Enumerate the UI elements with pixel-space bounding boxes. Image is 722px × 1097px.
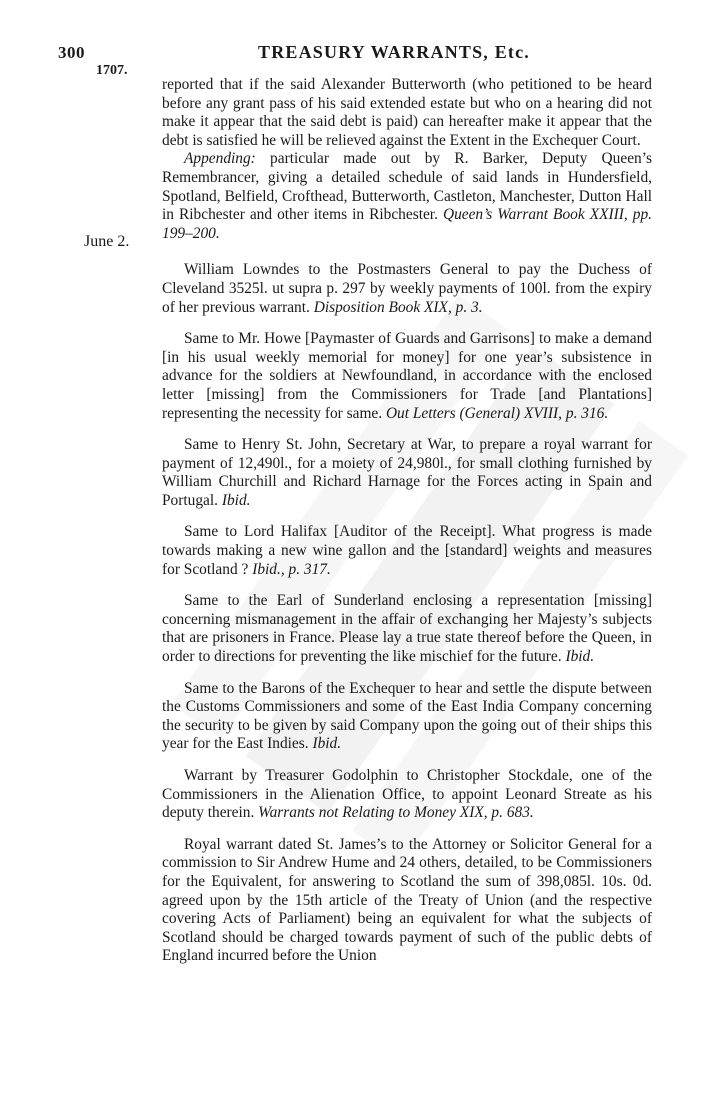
entry-reference: Ibid. bbox=[561, 648, 595, 666]
entry-text: particular made out by R. Barker, Deputy Queen’s Remembrancer, giving a detailed schedule of said lands in Hundersfield, Spotland, Belfield, Crofthead, Butterworth, Castleton, Manchester, Dutton Hall in Ribchester and other items in Ribchester. bbox=[162, 150, 652, 224]
entry-text: Warrant by Treasurer Godolphin to Christopher Stockdale, one of the Commissioners in the Alienation Office, to appoint Leonard Streate as his deputy therein. bbox=[162, 767, 652, 822]
entry-lead: Appending: bbox=[184, 150, 256, 168]
entry-paragraph bbox=[162, 330, 652, 423]
entry-text: Same to the Earl of Sunderland enclosing a representation [missing] concerning mismanagement in the affair of exchanging her Majesty’s subjects that are prisoners in France. Please lay a true state thereof before the Queen, in order to directions for preventing the like mischief for the future. bbox=[162, 592, 652, 666]
entry-text: Same to the Barons of the Exchequer to hear and settle the dispute between the Customs Commissioners and some of the East India Company concerning the security to be given by said Company upon the going out of their ships this year for the East Indies. bbox=[162, 679, 652, 753]
entry-reference: Warrants not Relating to Money XIX, p. 683. bbox=[254, 804, 534, 822]
entry-reference: Ibid., p. 317. bbox=[248, 560, 331, 578]
entry-reference: Disposition Book XIX, p. 3. bbox=[309, 298, 483, 316]
entry-reference: Ibid. bbox=[308, 735, 342, 753]
entry-reference: Queen’s Warrant Book XXIII, pp. 199–200. bbox=[162, 206, 652, 242]
entry-paragraph bbox=[162, 680, 652, 754]
entry-text: Same to Henry St. John, Secretary at War, to prepare a royal warrant for payment of 12,490l., for a moiety of 24,980l., for small clothing furnished by William Churchill and Richard Harnage for the Forces acting in Spain and Portugal. bbox=[162, 436, 652, 509]
entry-paragraph bbox=[162, 76, 652, 150]
entry-text: William Lowndes to the Postmasters General to pay the Duchess of Cleveland 3525l. ut supra p. 297 by weekly payments of 100l. from the expiry of her previous warrant. bbox=[162, 261, 652, 316]
entries-column bbox=[162, 76, 652, 966]
entry-text: reported that if the said Alexander Butterworth (who petitioned to be heard before any grant pass of his said extended estate but who on a hearing did not make it appear that the said debt is paid) can hereafter make it appear that the debt is satisfied he will be relieved against the Extent in the Exchequer Court. bbox=[162, 76, 652, 149]
entry-paragraph bbox=[162, 261, 652, 317]
entry-text: Same to Mr. Howe [Paymaster of Guards and Garrisons] to make a demand [in his usual weekly memorial for money] for one year’s subsistence in advance for the soldiers at Newfoundland, in accordance with the enclosed letter [missing] from the Commissioners for Trade [and Plantations] representing the necessity for same. bbox=[162, 330, 652, 422]
entry-paragraph bbox=[162, 150, 652, 243]
running-title: TREASURY WARRANTS, Etc. bbox=[258, 42, 530, 62]
entry-text: Royal warrant dated St. James’s to the Attorney or Solicitor General for a commission to Sir Andrew Hume and 24 others, detailed, to be Commissioners for the Equivalent, for answering to Scotland the sum of 398,085l. 10s. 0d. agreed upon by the 15th article of the Treaty of Union (and the respective covering Acts of Parliament) being an equivalent for what the subjects of Scotland should be charged towards payment of such of the public debts of England incurred before the Union bbox=[162, 835, 652, 965]
entry-paragraph bbox=[162, 836, 652, 966]
page-number: 300 bbox=[58, 43, 85, 62]
entry-paragraph bbox=[162, 436, 652, 510]
entry-paragraph bbox=[162, 767, 652, 823]
entry-text: Same to Lord Halifax [Auditor of the Receipt]. What progress is made towards making a new wine gallon and the [standard] weights and measures for Scotland ? bbox=[162, 523, 652, 578]
entry-paragraph bbox=[162, 592, 652, 666]
margin-date: June 2. bbox=[84, 233, 130, 250]
entry-paragraph bbox=[162, 523, 652, 579]
entry-reference: Ibid. bbox=[218, 491, 251, 509]
entry-reference: Out Letters (General) XVIII, p. 316. bbox=[382, 404, 609, 422]
year-marginal: 1707. bbox=[96, 63, 128, 78]
